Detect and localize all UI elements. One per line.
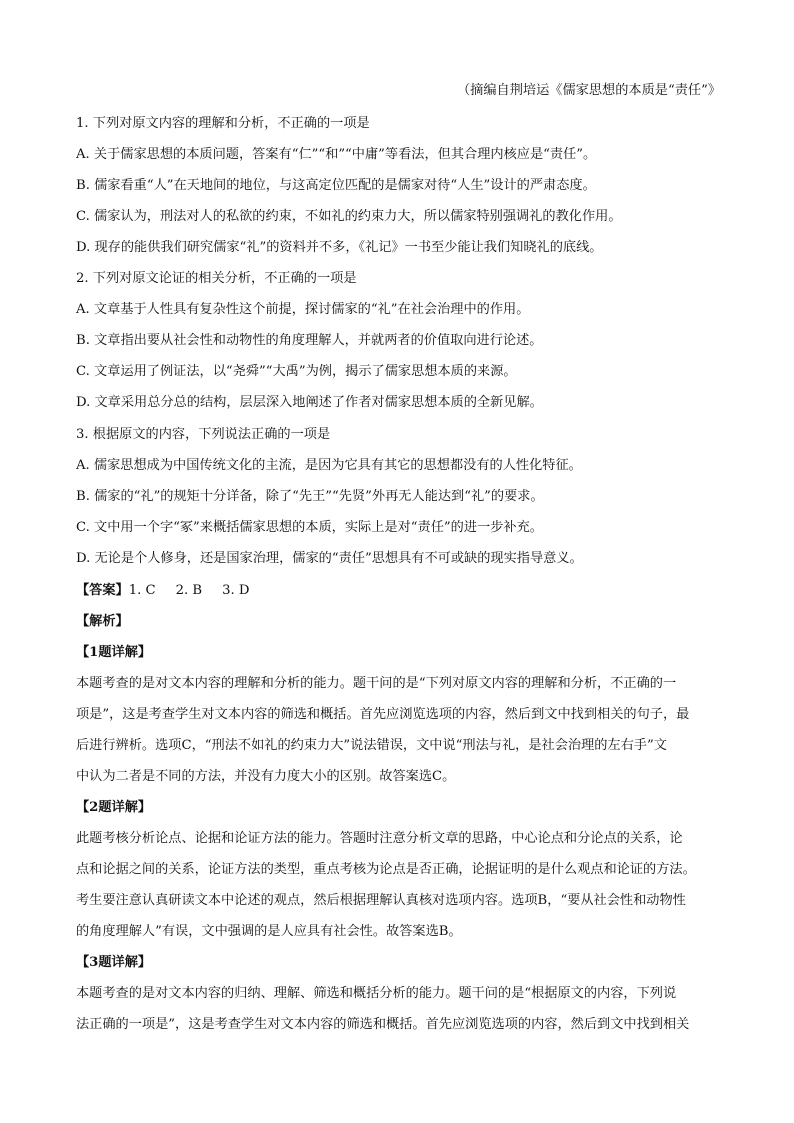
detail-1-label: 【1题详解】 xyxy=(76,645,152,660)
answer-item-1: 1. C xyxy=(128,583,156,598)
detail-1-line-1: 本题考查的是对文本内容的理解和分析的能力。题干问的是“下列对原文内容的理解和分析，不正确的一 xyxy=(76,676,677,691)
question-1-option-c: C. 儒家认为，刑法对人的私欲的约束，不如礼的约束力大，所以儒家特别强调礼的教化作用。 xyxy=(76,209,622,224)
detail-3-line-2: 法正确的一项是”，这是考查学生对文本内容的筛选和概括。首先应浏览选项的内容，然后到文中找到相关 xyxy=(76,1017,690,1032)
question-3-option-c: C. 文中用一个字“冢”来概括儒家思想的本质，实际上是对“责任”的进一步补充。 xyxy=(76,520,543,535)
answer-item-2: 2. B xyxy=(175,583,203,598)
question-1-option-a: A. 关于儒家思想的本质问题，答案有“仁”“和”“中庸”等看法，但其合理内核应是“责任”。 xyxy=(76,147,597,162)
question-2-option-a: A. 文章基于人性具有复杂性这个前提，探讨儒家的“礼”在社会治理中的作用。 xyxy=(76,302,530,317)
detail-3-line-1: 本题考查的是对文本内容的归纳、理解、筛选和概括分析的能力。题干问的是“根据原文的内容，下列说 xyxy=(76,986,677,1001)
question-3-stem: 3. 根据原文的内容，下列说法正确的一项是 xyxy=(76,427,331,442)
detail-2-line-2: 点和论据之间的关系，论证方法的类型，重点考核为论点是否正确，论据证明的是什么观点和论证的方法。 xyxy=(76,862,696,877)
detail-2-line-3: 考生要注意认真研读文本中论述的观点，然后根据理解认真核对选项内容。选项B，“要从社会性和动物性 xyxy=(76,893,686,908)
question-1-option-b: B. 儒家看重“人”在天地间的地位，与这高定位匹配的是儒家对待“人生”设计的严肃态度。 xyxy=(76,178,596,193)
answer-label: 【答案】 xyxy=(76,583,129,598)
question-3-option-d: D. 无论是个人修身，还是国家治理，儒家的“责任”思想具有不可或缺的现实指导意义。 xyxy=(76,551,583,566)
detail-1-line-2: 项是”，这是考查学生对文本内容的筛选和概括。首先应浏览选项的内容，然后到文中找到相关的句子，最 xyxy=(76,707,690,722)
question-2-option-b: B. 文章指出要从社会性和动物性的角度理解人，并就两者的价值取向进行论述。 xyxy=(76,333,543,348)
question-2-option-d: D. 文章采用总分总的结构，层层深入地阐述了作者对儒家思想本质的全新见解。 xyxy=(76,395,543,410)
question-1-stem: 1. 下列对原文内容的理解和分析，不正确的一项是 xyxy=(76,116,370,131)
answer-item-3: 3. D xyxy=(222,583,250,598)
question-3-option-b: B. 儒家的“礼”的规矩十分详备，除了“先王”“先贤”外再无人能达到“礼”的要求。 xyxy=(76,489,544,504)
analysis-label: 【解析】 xyxy=(76,614,129,629)
detail-2-label: 【2题详解】 xyxy=(76,800,152,815)
question-1-option-d: D. 现存的能供我们研究儒家“礼”的资料并不多，《礼记》一书至少能让我们知晓礼的底线。 xyxy=(76,240,603,255)
source-note: （摘编自荆培运《儒家思想的本质是“责任”》 xyxy=(456,83,721,98)
question-3-option-a: A. 儒家思想成为中国传统文化的主流，是因为它具有其它的思想都没有的人性化特征。 xyxy=(76,458,582,473)
detail-3-label: 【3题详解】 xyxy=(76,955,152,970)
question-2-option-c: C. 文章运用了例证法，以“尧舜”“大禹”为例，揭示了儒家思想本质的来源。 xyxy=(76,364,517,379)
detail-2-line-4: 的角度理解人”有误，文中强调的是人应具有社会性。故答案选B。 xyxy=(76,924,462,939)
detail-2-line-1: 此题考核分析论点、论据和论证方法的能力。答题时注意分析文章的思路，中心论点和分论点的关系，论 xyxy=(76,831,683,846)
detail-1-line-4: 中认为二者是不同的方法，并没有力度大小的区别。故答案选C。 xyxy=(76,769,456,784)
question-2-stem: 2. 下列对原文论证的相关分析，不正确的一项是 xyxy=(76,271,357,286)
answer-line xyxy=(76,581,730,601)
detail-1-line-3: 后进行辨析。选项C，“刑法不如礼的约束力大”说法错误，文中说“刑法与礼，是社会治理的左右手”文 xyxy=(76,738,667,753)
